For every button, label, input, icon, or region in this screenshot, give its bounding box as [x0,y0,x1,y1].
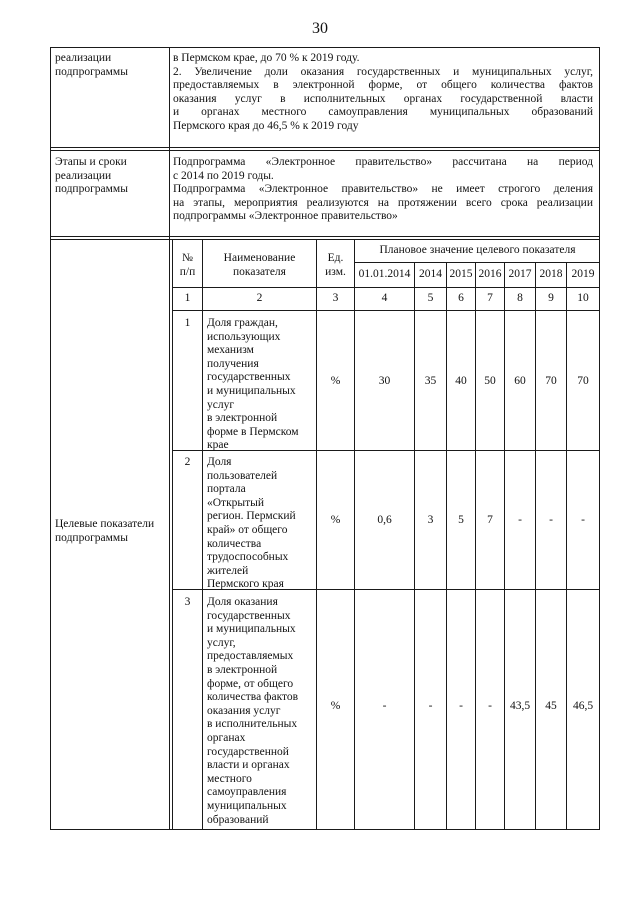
indicator-value: 50 [484,375,496,387]
col-divider [414,262,415,830]
col-divider [535,262,536,830]
table-right-border [599,47,600,830]
column-number: 8 [517,292,523,304]
header-year: 2017 [508,268,532,280]
indicator-num: 2 [184,456,191,468]
header-year: 2014 [419,268,442,280]
header-num: № п/п [179,252,196,278]
indicator-value: 70 [545,375,557,387]
page-number: 30 [312,20,328,37]
header-year: 2019 [571,268,595,280]
planned-header-divider [354,262,600,263]
row1-label: реализации подпрограммы [55,52,128,78]
header-planned: Плановое значение целевого показателя [379,244,576,256]
row3-label: Целевые показатели подпрограммы [55,518,155,544]
indicator-value: 70 [577,375,589,387]
column-number: 10 [577,292,589,304]
column-numbers-bottom-line [172,310,600,311]
header-year: 01.01.2014 [358,268,411,280]
header-year: 2016 [478,268,502,280]
table-top-border [50,47,600,48]
indicator-value: - [459,700,463,712]
col-divider [566,262,567,830]
indicator-value: 30 [378,375,391,387]
row-divider [50,236,600,237]
table-bottom-border [50,829,600,830]
indicator-name: Доля граждан, использующих механизм получения государственных и муниципальных услуг в электронной форме в Пермском крае [207,317,299,452]
indicator-name: Доля пользователей портала «Открытый регион. Пермский край» от общего количества трудоспособных жителей Пермского края [207,456,296,591]
indicator-value: 60 [514,375,526,387]
indicator-value: 0,6 [377,514,392,526]
indicator-value: 3 [427,514,434,526]
indicator-unit: % [330,375,341,387]
header-name: Наименование показателя [223,252,296,278]
indicator-value: 45 [545,700,557,712]
table-left-border [50,47,51,830]
row2-label: Этапы и сроки реализации подпрограммы [55,156,128,196]
column-number: 4 [381,292,388,304]
indicator-unit: % [330,514,341,526]
indicator-unit: % [330,700,341,712]
indicator-value: 40 [455,375,467,387]
row2-content: Подпрограмма «Электронное правительство» рассчитана на период с 2014 по 2019 годы. Подпрограмма «Электронное правительство» не имеет строгого деления на этапы, мероприятия реализуются на протяжении всего срока реализации подпрограммы «Электронное правительство» [173,156,593,223]
col-divider [202,239,203,830]
column-number: 1 [184,292,191,304]
indicator-value: 43,5 [509,700,531,712]
indicator-name: Доля оказания государственных и муниципальных услуг, предоставляемых в электронной форме, от общего количества фактов оказания услуг в исполнительных органах государственной власти и органах местного самоуправления муниципальных образований [207,596,299,826]
indicator-value: - [428,700,433,712]
column-number: 7 [487,292,493,304]
row-divider [50,147,600,148]
col-divider [504,262,505,830]
column-number: 9 [548,292,554,304]
indicator-value: 35 [424,375,437,387]
header-bottom-line [172,287,600,288]
indicator-value: - [518,514,522,526]
indicator-value: 46,5 [572,700,594,712]
label-column-divider [169,47,170,830]
column-number: 5 [427,292,434,304]
indicator-num: 1 [184,317,191,329]
col-divider [316,239,317,830]
row1-content: в Пермском крае, до 70 % к 2019 году. 2. Увеличение доли оказания государственных и муниципальных услуг, предоставляемых в электронной форме, от общего количества фактов оказания услуг в исполнительных органах государственной власти и органах местного самоуправления муниципальных образований Пермского края до 46,5 % к 2019 году [173,52,593,132]
indicator-value: - [549,514,553,526]
header-unit: Ед. изм. [325,252,346,278]
header-year: 2018 [539,268,563,280]
col-divider [354,239,355,830]
indicator-value: 7 [487,514,493,526]
row-divider [50,150,600,151]
column-number: 6 [458,292,464,304]
column-number: 3 [332,292,339,304]
header-year: 2015 [449,268,473,280]
col-divider [446,262,447,830]
indicator-value: - [382,700,387,712]
indicator-value: 5 [458,514,464,526]
indicator-value: - [581,514,585,526]
indicator-value: - [488,700,492,712]
column-number: 2 [256,292,263,304]
row-divider [50,239,600,240]
col-divider [475,262,476,830]
indicator-num: 3 [184,596,191,608]
